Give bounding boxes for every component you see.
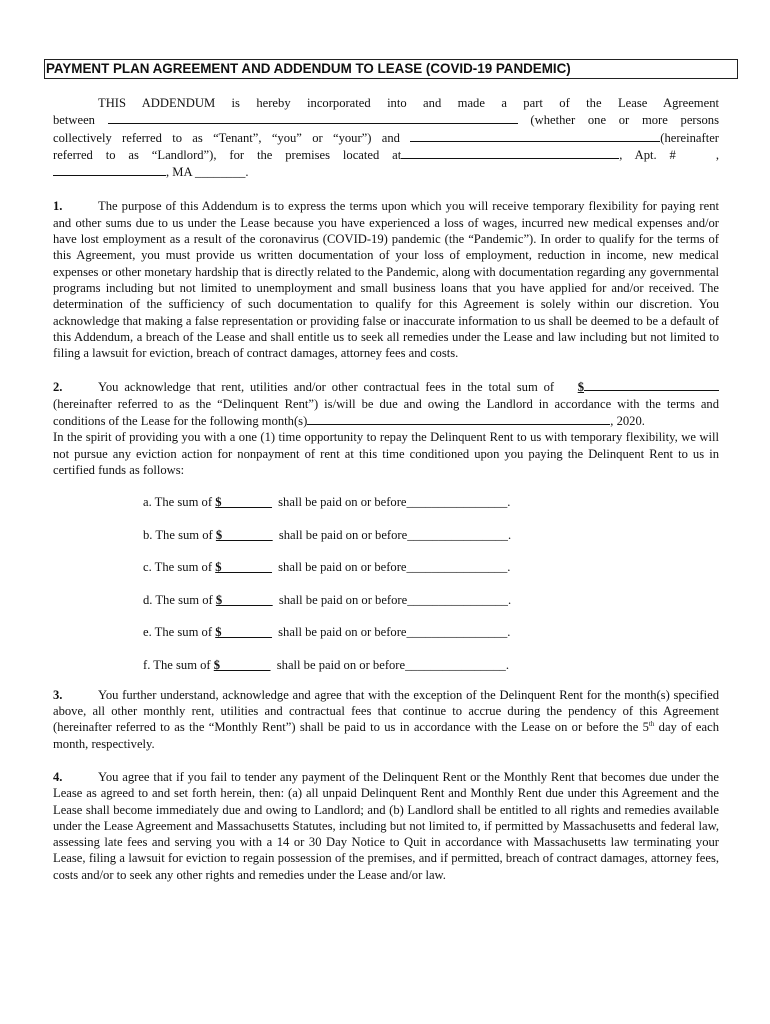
schedule-text: shall be paid on or before [278,560,407,575]
amount-field[interactable]: $________ [215,625,272,640]
document-title: PAYMENT PLAN AGREEMENT AND ADDENDUM TO LEASE (COVID-19 PANDEMIC) [44,59,738,79]
date-field[interactable]: ________________. [406,625,511,640]
intro-whether: (whether one or more persons [530,113,720,128]
amount-field[interactable]: $________ [215,560,272,575]
schedule-label: d. The sum of [143,592,213,607]
intro-apt: , Apt. # [619,147,676,162]
year-text: , 2020. [610,414,645,429]
dollar-sign: $ [577,380,584,395]
amount-field[interactable]: $________ [215,592,273,607]
premises-address-field[interactable] [401,146,619,159]
schedule-row [143,592,719,625]
section-number: 2. [53,380,63,395]
intro-line1: THIS ADDENDUM is hereby incorporated into and made a part of the Lease Agreement [98,96,719,110]
section-number: 4. [53,769,63,784]
section-text: In the spirit of providing you with a one (1) time opportunity to repay the Delinquent Rent to us with temporary flexibility, we will not pursue any eviction action for nonpayment of rent at this time conditioned upon you paying the Delinquent Rent to us in certified funds as follows: [53,430,719,477]
date-field[interactable]: ________________. [406,560,511,575]
payment-schedule [143,494,719,687]
document-body [53,95,719,900]
section-number: 1. [53,199,63,214]
section-text: day of each month, respectively. [53,720,719,751]
date-field[interactable]: ________________. [407,592,512,607]
amount-field[interactable]: $________ [213,657,271,672]
section-text: The purpose of this Addendum is to express the terms upon which you will receive temporary flexibility for paying rent and other sums due to us under the Lease because you have experienced a loss of wages, incurred new medical expenses and/or have lost employment as a result of the coronavirus (COVID-19) pandemic (the “Pandemic”). In order to qualify for the terms of this Agreement, you must provide us written documentation of your loss of employment, reduction in income, new medical expenses or other monetary hardship that is directly related to the Pandemic, along with documentation regarding any governmental programs including but not limited to unemployment and small business loans that you have applied for and/or received. The determination of the sufficiency of such documentation to qualify for this Agreement is solely within our discretion. You acknowledge that making a false representation or providing false or inaccurate information to us shall be deemed to be a default of this Addendum, a breach of the Lease and shall entitle us to seek all remedies under the Lease and law including but not limited to filing a lawsuit for eviction, breach of contract damages, attorney fees and costs. [53,199,719,361]
schedule-text: shall be paid on or before [276,657,406,672]
intro-between: between [53,113,95,128]
schedule-row [143,657,719,687]
schedule-row [143,624,719,657]
intro-landlord-def: referred to as “Landlord”), for the premises located at [53,147,402,162]
intro-tenant-def: collectively referred to as “Tenant”, “you” or “your”) and [53,130,400,145]
date-field[interactable]: ________________. [406,495,511,510]
schedule-text: shall be paid on or before [278,527,408,542]
schedule-row [143,494,719,527]
schedule-label: c. The sum of [143,560,213,575]
schedule-label: f. The sum of [143,657,211,672]
schedule-row [143,527,719,560]
date-field[interactable]: ________________. [405,657,509,672]
schedule-row [143,559,719,592]
section-3 [53,687,719,752]
intro-hereinafter: (hereinafter [660,130,719,145]
months-field[interactable] [307,412,610,425]
schedule-label: e. The sum of [143,625,213,640]
schedule-text: shall be paid on or before [278,495,407,510]
apt-number-field[interactable] [676,147,716,159]
amount-field[interactable]: $________ [215,527,273,542]
section-4 [53,769,719,883]
amount-field[interactable]: $________ [215,495,272,510]
total-sum-field[interactable] [584,378,719,391]
section-2 [53,378,719,478]
schedule-label: b. The sum of [143,527,213,542]
landlord-name-field[interactable] [410,129,660,142]
ordinal-suffix: th [648,720,655,729]
schedule-label: a. The sum of [143,495,213,510]
schedule-text: shall be paid on or before [278,625,407,640]
section-text: You further understand, acknowledge and agree that with the exception of the Delinquent Rent for the month(s) specified above, all other monthly rent, utilities and contractual fees that continue to accrue during the pendency of this Agreement (hereinafter referred to as the “Monthly Rent”) shall be paid to us in accordance with the Lease on or before the 5 [53,687,719,735]
city-field[interactable] [53,163,166,176]
schedule-text: shall be paid on or before [278,592,408,607]
section-text: You agree that if you fail to tender any payment of the Delinquent Rent or the Monthly Rent that becomes due under the Lease as agreed to and set forth herein, then: (a) all unpaid Delinquent Rent and Monthly Rent due under this Agreement and the Lease shall become immediately due and owing to Landlord; and (b) Landlord shall be entitled to all rights and remedies available under the Lease Agreement and Massachusetts Statutes, including but not limited to, if permitted by Massachusetts and federal law, assessing late fees and serving you with a 14 or 30 Day Notice to Quit in accordance with Massachusetts law terminating your Lease, filing a lawsuit for eviction to regain possession of the premises, and if permitted, breach of contract damages, attorney fees, costs and/or to seek any other rights and remedies under the Lease and/or law. [53,769,719,882]
section-1 [53,198,719,361]
tenant-name-field[interactable] [108,111,518,124]
intro-ma: , MA ________. [166,165,249,180]
section-text: You acknowledge that rent, utilities and/or other contractual fees in the total sum of [98,380,555,395]
intro-comma: , [715,147,719,162]
date-field[interactable]: ________________. [407,527,512,542]
section-number: 3. [53,687,63,702]
intro-paragraph [53,95,719,180]
section-text: (hereinafter referred to as the “Delinquent Rent”) is/will be due and owing the Landlord in accordance with the terms and conditions of the Lease for the following month(s) [53,396,719,429]
